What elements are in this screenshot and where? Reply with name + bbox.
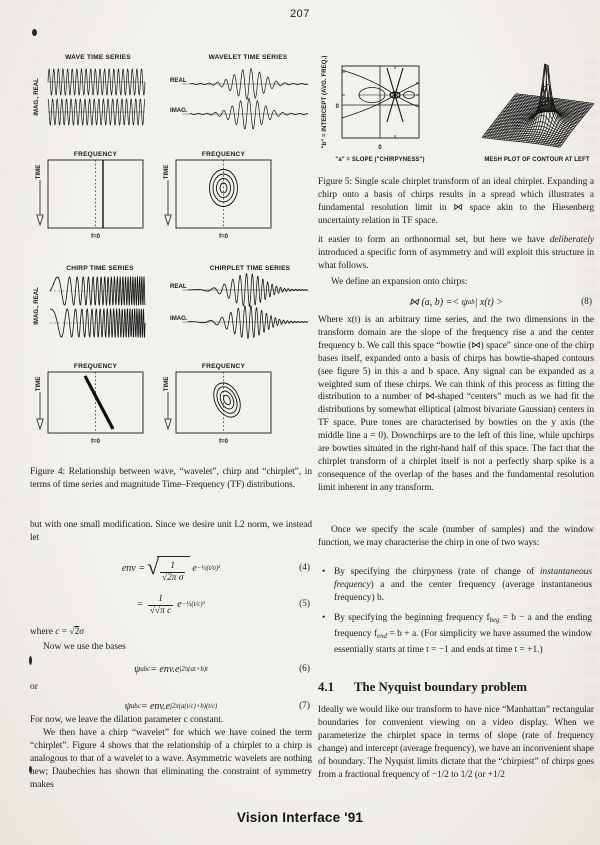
time-axis-label: TIME bbox=[35, 376, 42, 392]
paragraph-orthonormal: it easier to form an orthonormal set, but here we have deliberately introduced a specific form of asymmetry and will exploit this structure in what follows. bbox=[318, 235, 594, 271]
tf-title-frequency: FREQUENCY bbox=[73, 151, 118, 158]
chirp-title: CHIRP TIME SERIES bbox=[66, 265, 134, 272]
define-line: We define an expansion onto chirps: bbox=[331, 277, 468, 287]
fig5-y-axis-label: "b" = INTERCEPT (AVG. FREQ.) bbox=[322, 55, 328, 149]
tf-title-frequency: FREQUENCY bbox=[201, 151, 246, 158]
time-axis-label: TIME bbox=[163, 164, 170, 180]
bases-line: Now we use the bases bbox=[43, 642, 126, 652]
equation-8: ⋈ (a, b) =< ψ ab | x(t) > (8) bbox=[408, 296, 592, 308]
fig5-y-zero: 0 bbox=[335, 104, 339, 110]
tf-title-frequency: FREQUENCY bbox=[201, 363, 246, 370]
bullet-icon: • bbox=[322, 613, 326, 623]
bullet-beg-end-frequency: • By specifying the beginning frequency $f_{beg} = b - a$ and the ending frequency $f_{end} = b + a$. (For simplicity we have assumed the window essentially starts at time t = −1 and ends at time t = +1.) bbox=[322, 613, 592, 655]
time-axis-label: TIME bbox=[163, 376, 170, 392]
bowtie-contours bbox=[342, 68, 419, 122]
time-arrow-icon bbox=[37, 180, 171, 225]
fig5-x-axis-label: "a" = SLOPE ("CHIRPYNESS") bbox=[335, 157, 425, 163]
section-heading-4-1: 4.1 The Nyquist boundary problem bbox=[318, 680, 527, 694]
chirp-imag-waveform bbox=[50, 309, 145, 337]
paragraph-dilation: For now, we leave the dilation parameter c constant. bbox=[30, 715, 224, 725]
chirplet-tf-contours bbox=[209, 379, 246, 422]
paragraph-chirplet-term: We then have a chirp “wavelet” for which we have coined the term “chirplet”. Figure 4 shows that the relationship of a chirplet to a chirp is analogous to that of a wavelet to a wave. Asymmetric wavelets are nothing new; Daubechies has shown that eliminating the constraint of symmetry makes bbox=[30, 728, 312, 790]
chirplet-title: CHIRPLET TIME SERIES bbox=[209, 265, 291, 272]
figure4-caption: Figure 4: Relationship between wave, “wavelet”, chirp and “chirplet”, in terms of time series and magnitude Time–Frequency (TF) distributions. bbox=[30, 467, 312, 490]
wave-title: WAVE TIME SERIES bbox=[65, 54, 131, 61]
chirplet-real-label: REAL bbox=[170, 283, 187, 290]
bullet-icon: • bbox=[322, 567, 326, 577]
f0-label: f=0 bbox=[91, 233, 100, 240]
wavelet-real-label: REAL bbox=[170, 77, 187, 84]
fig5-x-zero: 0 bbox=[378, 145, 382, 151]
mesh-plot-label: MESH PLOT OF CONTOUR AT LEFT bbox=[484, 157, 590, 163]
wavelet-imag-waveform bbox=[190, 98, 308, 129]
equation-number: (4) bbox=[299, 563, 310, 573]
figure5-caption: Figure 5: Single scale chirplet transform of an ideal chirplet. Expanding a chirp onto a basis of chirps results in a spread which illustrates a fundamental resolution limit in ⋈ space akin to the Hiesenberg uncertainty relation in TF space. bbox=[318, 177, 594, 226]
wavelet-title: WAVELET TIME SERIES bbox=[208, 54, 288, 61]
equation-7: ψ abc = env.e j2π(a(t/c)+b)(t/c) (7) bbox=[124, 700, 310, 712]
paragraph-nyquist: Ideally we would like our transform to have nice “Manhattan” rectangular boundaries for convenient viewing on a video display. When we parameterize the chirplet space in terms of slope (rate of frequency change) and intercept (average frequency), we have an inconvenient shape of boundary. The Nyquist limits dictate that the “chirpiest” of chirps goes from a fractional frequency of −1/2 to 1/2 (or +1/2 bbox=[318, 705, 594, 780]
footer-proceedings-title: Vision Interface '91 bbox=[236, 810, 364, 825]
equation-5: = $\frac{1}{\text{√√π c}}$ e −½(t/c)² (5) bbox=[137, 593, 310, 616]
or-line: or bbox=[30, 682, 38, 692]
bullet-chirpyness: • By specifying the chirpyness (rate of change of instantaneous frequency) a and the center frequency (average instantaneous frequency) b. bbox=[322, 567, 592, 603]
f0-label: f=0 bbox=[219, 233, 228, 240]
scan-speck bbox=[32, 29, 37, 36]
page-number: 207 bbox=[290, 8, 310, 20]
f0-label: f=0 bbox=[91, 438, 100, 445]
equation-number: (5) bbox=[299, 599, 310, 609]
figure4-graphic bbox=[30, 48, 310, 448]
equation-6: ψ abc = env.e j2π(at+b)t (6) bbox=[134, 663, 310, 675]
fraction: $\frac{1}{\text{√√π c}}$ bbox=[149, 593, 172, 616]
chirp-imag-real-label: IMAG., REAL bbox=[33, 287, 40, 325]
paragraph-modification: but with one small modification. Since we desire unit L2 norm, we instead let bbox=[30, 520, 312, 543]
f0-label: f=0 bbox=[219, 438, 228, 445]
time-axis-label: TIME bbox=[35, 164, 42, 180]
chirplet-imag-label: IMAG. bbox=[170, 315, 188, 322]
paragraph-bowtie-space: Where x(t) is an arbitrary time series, and the two dimensions in the transform domain are the slope of the frequency rise a and the center frequency b. We call this space “bowtie (⋈) space” since one of the chirp bases itself, expanded onto a basis of chirps has bowtie-shaped contours (see figure 5) in this a and b space. Any signal can be expanded as a weighted sum of these chirps. We can think of this process as fitting the distribution to a number of ⋈-shaped “centers” much as we had fit the distributions by somewhat elliptical (almost bivariate Gaussian) centers in TF space. Pure tones are characterised by bowties on the y axis (the middle line a = 0). Downchirps are to the left of this line, while upchirps are bowties situated in the right-hand half of this space. The fact that the chirplet transform of a chirplet itself is not a perfectly sharp spike is a consequence of the overlap of the bases and the fundamental resolution limit inherent in any transform. bbox=[318, 315, 594, 493]
chirp-tf-line bbox=[85, 376, 113, 429]
equation-4: env = √ $\frac{1}{\text{√2π σ}}$ e −½(t/σ)² (4) bbox=[121, 554, 310, 583]
figure5-graphic bbox=[318, 52, 594, 170]
paragraph-two-ways: Once we specify the scale (number of samples) and the window function, we may characterise the chirp in one of two ways: bbox=[318, 525, 594, 548]
mesh-plot bbox=[482, 64, 594, 147]
radical: √ $\frac{1}{\text{√2π σ}}$ bbox=[147, 553, 190, 582]
chirp-real-waveform bbox=[50, 277, 145, 305]
wavelet-imag-label: IMAG. bbox=[170, 107, 188, 114]
equation-number: (6) bbox=[299, 664, 310, 674]
equation-number: (7) bbox=[299, 701, 310, 711]
equation-number: (8) bbox=[581, 297, 592, 307]
wave-imag-real-label: IMAG., REAL bbox=[33, 78, 40, 116]
tf-title-frequency: FREQUENCY bbox=[73, 363, 118, 370]
where-line: where c = √2σ bbox=[30, 627, 84, 637]
